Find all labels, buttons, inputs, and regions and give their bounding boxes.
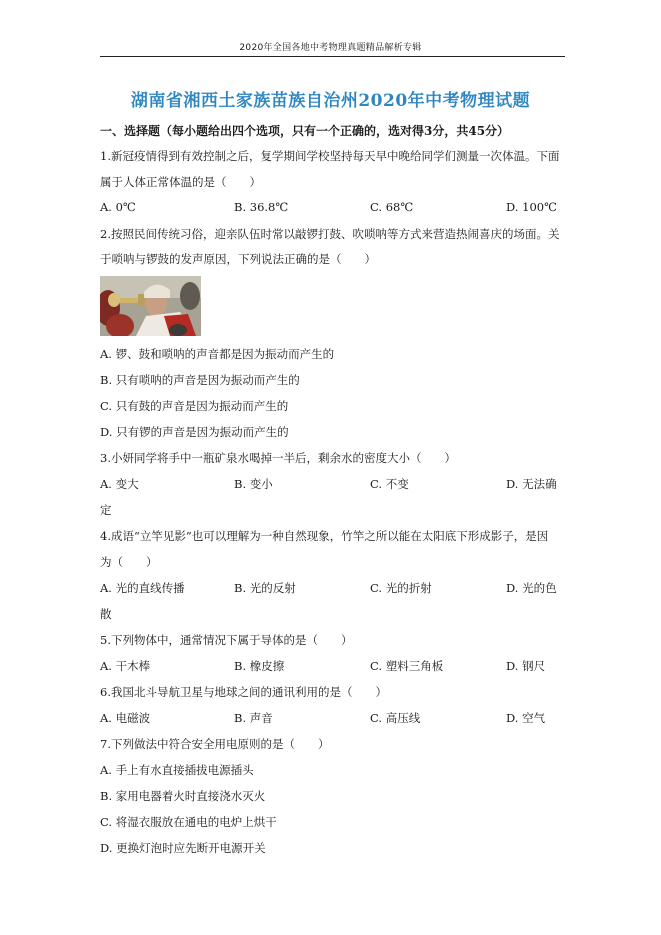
question-1-options (100, 200, 570, 216)
question-5-line-1: 5.下列物体中，通常情况下属于导体的是（ ） (100, 633, 353, 647)
page-title: 湖南省湘西土家族苗族自治州2020年中考物理试题 (130, 91, 531, 111)
question-4-line-2: 为（ ） (100, 555, 158, 569)
question-2-line-1: 2.按照民间传统习俗，迎亲队伍时常以敲锣打鼓、吹唢呐等方式来营造热闹喜庆的场面。关 (100, 227, 560, 241)
section-heading: 一、选择题（每小题给出四个选项，只有一个正确的，选对得3分，共45分） (100, 124, 510, 138)
option-a: A. 干木棒 (100, 659, 151, 673)
question-7-option-b: B. 家用电器着火时直接浇水灭火 (100, 789, 266, 803)
question-3-option-d-wrap: 定 (100, 503, 112, 517)
option-b: B. 变小 (234, 477, 273, 491)
question-7-option-c: C. 将湿衣服放在通电的电炉上烘干 (100, 815, 277, 829)
question-7-option-d: D. 更换灯泡时应先断开电源开关 (100, 841, 266, 855)
question-4-options (100, 580, 570, 596)
question-2-option-a: A. 锣、鼓和唢呐的声音都是因为振动而产生的 (100, 347, 335, 361)
option-b: B. 光的反射 (234, 581, 296, 595)
option-a: A. 光的直线传播 (100, 581, 185, 595)
option-d: D. 100℃ (506, 200, 557, 214)
question-2-option-d: D. 只有锣的声音是因为振动而产生的 (100, 425, 289, 439)
option-c: C. 塑料三角板 (370, 659, 444, 673)
option-c: C. 68℃ (370, 200, 414, 214)
option-a: A. 变大 (100, 477, 139, 491)
option-d: D. 钢尺 (506, 659, 546, 673)
question-4-line-1: 4.成语“立竿见影”也可以理解为一种自然现象，竹竿之所以能在太阳底下形成影子，是因 (100, 529, 549, 543)
question-7-option-a: A. 手上有水直接插拔电源插头 (100, 763, 254, 777)
question-2-option-c: C. 只有鼓的声音是因为振动而产生的 (100, 399, 289, 413)
question-1-line-2: 属于人体正常体温的是（ ） (100, 175, 261, 189)
option-b: B. 声音 (234, 711, 273, 725)
question-3-line-1: 3.小妍同学将手中一瓶矿泉水喝掉一半后，剩余水的密度大小（ ） (100, 451, 456, 465)
question-6-options (100, 710, 570, 726)
question-1-line-1: 1.新冠疫情得到有效控制之后，复学期间学校坚持每天早中晚给同学们测量一次体温。下面 (100, 149, 560, 163)
header-divider (100, 56, 565, 57)
question-5-options (100, 658, 570, 674)
option-d: D. 无法确 (506, 477, 557, 491)
question-2-line-2: 于唢呐与锣鼓的发声原因，下列说法正确的是（ ） (100, 252, 376, 266)
option-a: A. 0℃ (100, 200, 136, 214)
option-c: C. 高压线 (370, 711, 421, 725)
option-c: C. 不变 (370, 477, 409, 491)
option-a: A. 电磁波 (100, 711, 151, 725)
option-d: D. 空气 (506, 711, 546, 725)
trumpet-player-photo (100, 276, 201, 336)
question-6-line-1: 6.我国北斗导航卫星与地球之间的通讯利用的是（ ） (100, 685, 387, 699)
question-4-option-d-wrap: 散 (100, 607, 112, 621)
question-7-line-1: 7.下列做法中符合安全用电原则的是（ ） (100, 737, 330, 751)
question-2-option-b: B. 只有唢呐的声音是因为振动而产生的 (100, 373, 300, 387)
running-header: 2020年全国各地中考物理真题精品解析专辑 (239, 43, 422, 53)
option-c: C. 光的折射 (370, 581, 432, 595)
option-d: D. 光的色 (506, 581, 557, 595)
question-3-options (100, 476, 570, 492)
option-b: B. 橡皮擦 (234, 659, 285, 673)
option-b: B. 36.8℃ (234, 200, 289, 214)
